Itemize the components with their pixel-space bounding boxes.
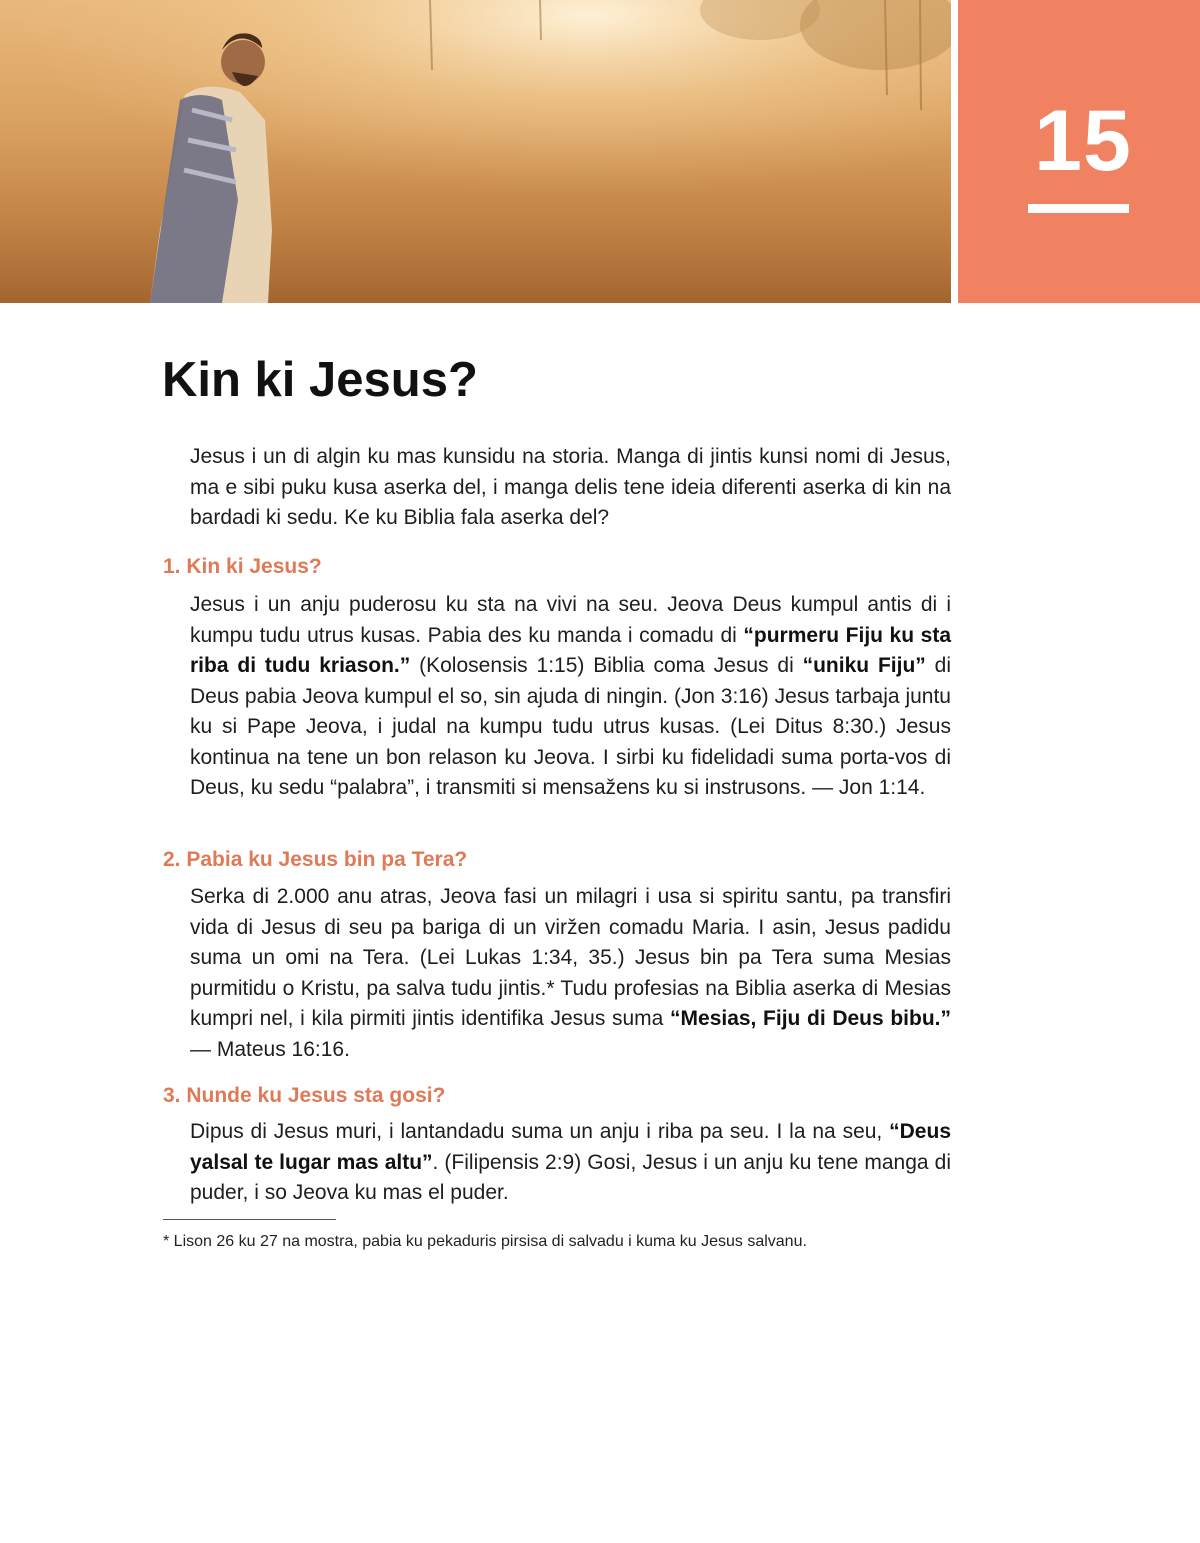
intro-paragraph: Jesus i un di algin ku mas kunsidu na storia. Manga di jintis kunsi nomi di Jesus, ma e sibi puku kusa aserka del, i manga delis tene ideia diferenti aserka di kin na bardadi ki sedu. Ke ku Biblia fala aserka del? — [190, 445, 951, 529]
question-2-heading: 2. Pabia ku Jesus bin pa Tera? — [163, 848, 468, 871]
footnote-divider — [163, 1219, 336, 1220]
question-1-heading: 1. Kin ki Jesus? — [163, 555, 322, 578]
footnote: * Lison 26 ku 27 na mostra, pabia ku pekaduris pirsisa di salvadu i kuma ku Jesus salvanu. — [163, 1233, 807, 1250]
question-3-heading: 3. Nunde ku Jesus sta gosi? — [163, 1084, 446, 1107]
lesson-number: 15 — [1034, 93, 1132, 189]
question-2-paragraph: Serka di 2.000 anu atras, Jeova fasi un milagri i usa si spiritu santu, pa transfiri vida di Jesus di seu pa bariga di un viržen comadu Maria. I asin, Jesus padidu suma un omi na Tera. (Lei Lukas 1:34, 35.) Jesus bin pa Tera suma Mesias purmitidu o Kristu, pa salva tudu jintis.* Tudu profesias na Biblia aserka di Mesias kumpri nel, i kila pirmiti jintis identifika Jesus suma “Mesias, Fiju di Deus bibu.” — Mateus 16:16. — [190, 885, 951, 1061]
lesson-badge — [958, 0, 1200, 303]
field-illustration — [0, 0, 951, 303]
question-3-paragraph: Dipus di Jesus muri, i lantandadu suma un anju i riba pa seu. I la na seu, “Deus yalsal te lugar mas altu”. (Filipensis 2:9) Gosi, Jesus i un anju ku tene manga di puder, i so Jeova ku mas el puder. — [190, 1120, 951, 1204]
page-title: Kin ki Jesus? — [162, 353, 478, 407]
lesson-number-underline — [1028, 204, 1129, 213]
hero-image — [0, 0, 951, 303]
question-1-paragraph: Jesus i un anju puderosu ku sta na vivi na seu. Jeova Deus kumpul antis di i kumpu tudu utrus kusas. Pabia des ku manda i comadu di “purmeru Fiju ku sta riba di tudu kriason.” (Kolosensis 1:15) Biblia coma Jesus di “uniku Fiju” di Deus pabia Jeova kumpul el so, sin ajuda di ningin. (Jon 3:16) Jesus tarbaja juntu ku si Pape Jeova, i judal na kumpu tudu utrus kusas. (Lei Ditus 8:30.) Jesus kontinua na tene un bon relason ku Jeova. I sirbi ku fidelidadi suma porta-vos di Deus, ku sedu “palabra”, i transmiti si mensažens ku si instrusons. — Jon 1:14. — [190, 593, 952, 799]
